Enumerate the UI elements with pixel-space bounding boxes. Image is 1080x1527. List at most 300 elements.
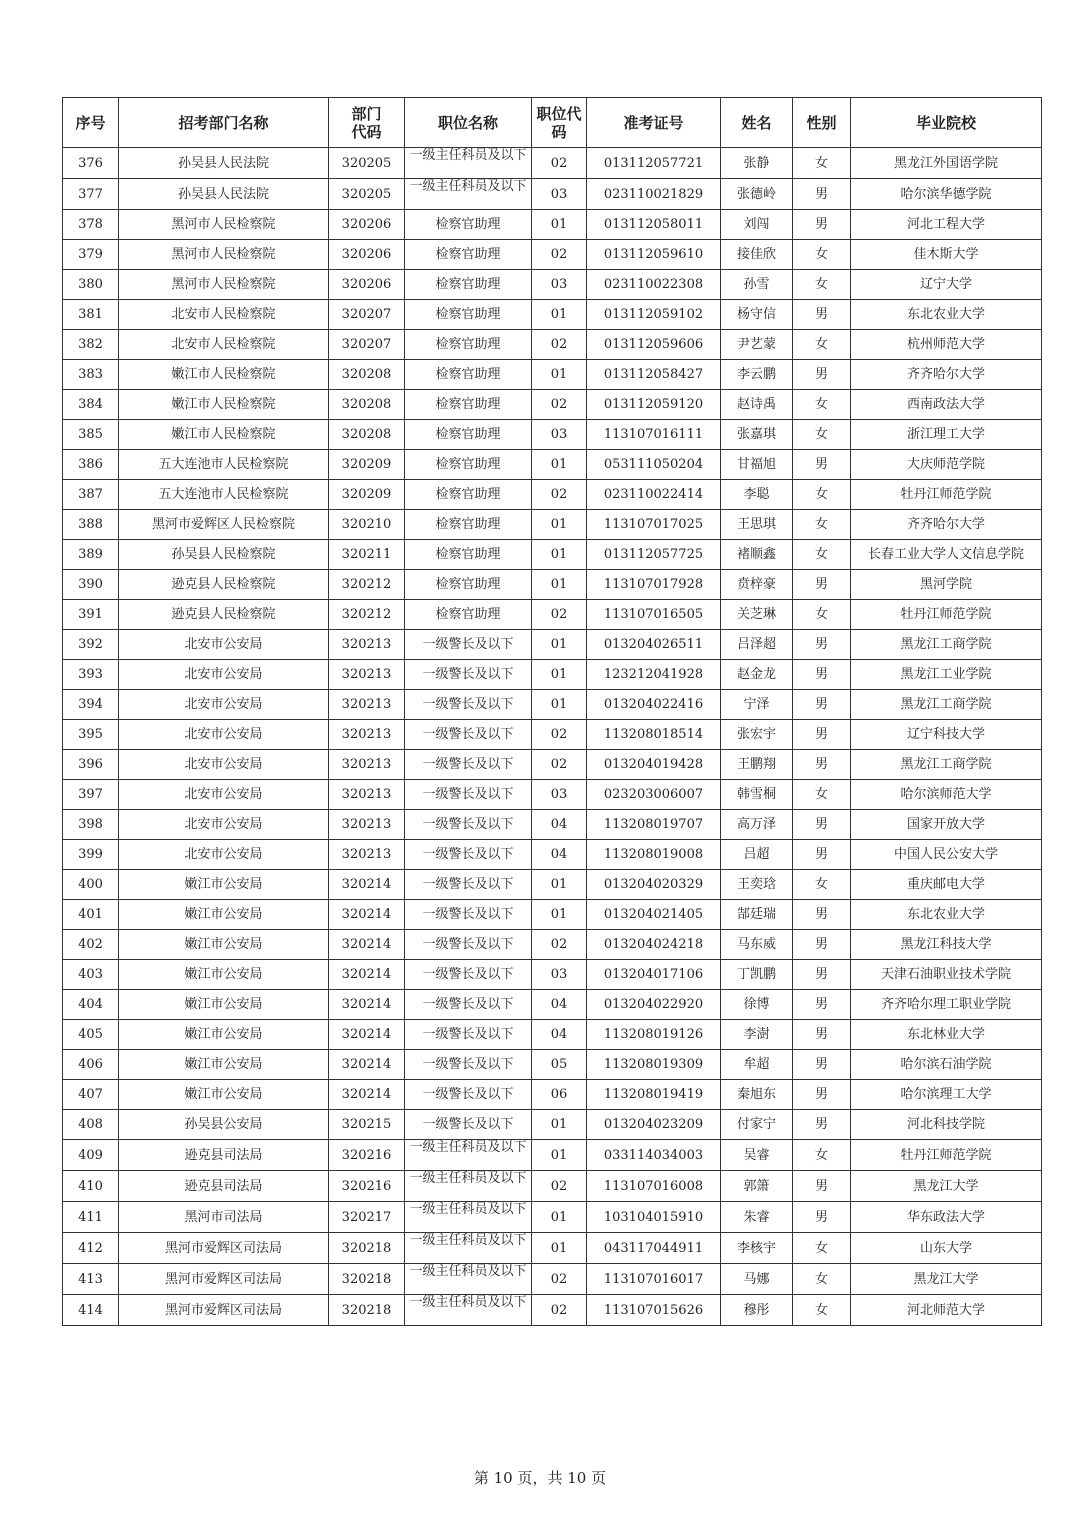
exam-ticket-number: 113208019309 xyxy=(587,1050,721,1080)
exam-ticket-number: 013204022920 xyxy=(587,990,721,1020)
candidate-name: 吕泽超 xyxy=(721,630,793,660)
gender: 男 xyxy=(793,300,851,330)
gender: 男 xyxy=(793,750,851,780)
gender: 男 xyxy=(793,1171,851,1202)
position-name: 一级主任科员及以下 xyxy=(405,1264,532,1295)
header-cell: 毕业院校 xyxy=(851,98,1042,148)
position-code: 01 xyxy=(532,570,587,600)
position-name: 检察官助理 xyxy=(405,420,532,450)
position-name: 一级警长及以下 xyxy=(405,780,532,810)
table-body xyxy=(63,148,1042,1326)
header-cell: 序号 xyxy=(63,98,119,148)
candidate-name: 吴睿 xyxy=(721,1140,793,1171)
table-row xyxy=(63,360,1042,390)
department-code: 320213 xyxy=(329,810,405,840)
position-code: 01 xyxy=(532,1233,587,1264)
department-code: 320214 xyxy=(329,1050,405,1080)
table-row xyxy=(63,1080,1042,1110)
gender: 男 xyxy=(793,1110,851,1140)
position-code: 04 xyxy=(532,1020,587,1050)
candidate-name: 高万泽 xyxy=(721,810,793,840)
position-code: 02 xyxy=(532,1295,587,1326)
position-code: 04 xyxy=(532,990,587,1020)
department-name: 黑河市司法局 xyxy=(119,1202,329,1233)
graduate-school: 东北林业大学 xyxy=(851,1020,1042,1050)
position-code: 01 xyxy=(532,450,587,480)
position-name: 一级警长及以下 xyxy=(405,1110,532,1140)
position-name: 检察官助理 xyxy=(405,210,532,240)
department-name: 逊克县司法局 xyxy=(119,1140,329,1171)
candidate-name: 孙雪 xyxy=(721,270,793,300)
position-name: 检察官助理 xyxy=(405,450,532,480)
candidate-name: 宁泽 xyxy=(721,690,793,720)
gender: 男 xyxy=(793,990,851,1020)
table-row xyxy=(63,1050,1042,1080)
position-code: 02 xyxy=(532,720,587,750)
position-code: 01 xyxy=(532,210,587,240)
row-number: 414 xyxy=(63,1295,119,1326)
graduate-school: 牡丹江师范学院 xyxy=(851,600,1042,630)
table-row xyxy=(63,1202,1042,1233)
table-row xyxy=(63,270,1042,300)
graduate-school: 齐齐哈尔大学 xyxy=(851,360,1042,390)
table-row xyxy=(63,630,1042,660)
candidate-name: 李云鹏 xyxy=(721,360,793,390)
position-name: 一级主任科员及以下 xyxy=(405,179,532,210)
gender: 女 xyxy=(793,1295,851,1326)
position-code: 02 xyxy=(532,1171,587,1202)
candidate-name: 牟超 xyxy=(721,1050,793,1080)
row-number: 413 xyxy=(63,1264,119,1295)
department-code: 320207 xyxy=(329,330,405,360)
table-row xyxy=(63,179,1042,210)
department-code: 320212 xyxy=(329,570,405,600)
exam-ticket-number: 123212041928 xyxy=(587,660,721,690)
department-code: 320214 xyxy=(329,990,405,1020)
department-code: 320213 xyxy=(329,630,405,660)
graduate-school: 黑龙江工商学院 xyxy=(851,630,1042,660)
exam-ticket-number: 113107017928 xyxy=(587,570,721,600)
position-code: 02 xyxy=(532,330,587,360)
row-number: 388 xyxy=(63,510,119,540)
candidate-name: 甘福旭 xyxy=(721,450,793,480)
position-name: 检察官助理 xyxy=(405,480,532,510)
position-code: 04 xyxy=(532,840,587,870)
graduate-school: 哈尔滨石油学院 xyxy=(851,1050,1042,1080)
position-name: 检察官助理 xyxy=(405,540,532,570)
department-name: 北安市人民检察院 xyxy=(119,330,329,360)
table-row xyxy=(63,1264,1042,1295)
department-name: 黑河市人民检察院 xyxy=(119,240,329,270)
department-code: 320215 xyxy=(329,1110,405,1140)
department-code: 320213 xyxy=(329,780,405,810)
exam-ticket-number: 113208018514 xyxy=(587,720,721,750)
row-number: 391 xyxy=(63,600,119,630)
exam-ticket-number: 053111050204 xyxy=(587,450,721,480)
gender: 男 xyxy=(793,360,851,390)
row-number: 402 xyxy=(63,930,119,960)
gender: 男 xyxy=(793,1202,851,1233)
gender: 男 xyxy=(793,810,851,840)
position-name: 一级警长及以下 xyxy=(405,870,532,900)
row-number: 411 xyxy=(63,1202,119,1233)
exam-ticket-number: 013112059102 xyxy=(587,300,721,330)
row-number: 376 xyxy=(63,148,119,179)
table-row xyxy=(63,420,1042,450)
position-code: 01 xyxy=(532,1110,587,1140)
candidate-name: 马东威 xyxy=(721,930,793,960)
department-name: 北安市公安局 xyxy=(119,840,329,870)
row-number: 409 xyxy=(63,1140,119,1171)
graduate-school: 长春工业大学人文信息学院 xyxy=(851,540,1042,570)
department-name: 北安市公安局 xyxy=(119,720,329,750)
gender: 女 xyxy=(793,1264,851,1295)
position-code: 01 xyxy=(532,690,587,720)
candidate-name: 李聪 xyxy=(721,480,793,510)
table-row xyxy=(63,1171,1042,1202)
exam-ticket-number: 103104015910 xyxy=(587,1202,721,1233)
gender: 女 xyxy=(793,240,851,270)
department-code: 320214 xyxy=(329,930,405,960)
row-number: 393 xyxy=(63,660,119,690)
gender: 女 xyxy=(793,390,851,420)
position-name: 一级主任科员及以下 xyxy=(405,1295,532,1326)
candidate-name: 穆彤 xyxy=(721,1295,793,1326)
candidate-name: 尹艺蒙 xyxy=(721,330,793,360)
row-number: 397 xyxy=(63,780,119,810)
exam-ticket-number: 013112059120 xyxy=(587,390,721,420)
candidate-name: 秦旭东 xyxy=(721,1080,793,1110)
candidate-name: 张德岭 xyxy=(721,179,793,210)
department-code: 320208 xyxy=(329,390,405,420)
row-number: 406 xyxy=(63,1050,119,1080)
gender: 男 xyxy=(793,690,851,720)
gender: 男 xyxy=(793,1050,851,1080)
graduate-school: 天津石油职业技术学院 xyxy=(851,960,1042,990)
candidate-name: 徐博 xyxy=(721,990,793,1020)
row-number: 394 xyxy=(63,690,119,720)
row-number: 384 xyxy=(63,390,119,420)
department-code: 320214 xyxy=(329,900,405,930)
table-row xyxy=(63,210,1042,240)
graduate-school: 山东大学 xyxy=(851,1233,1042,1264)
position-name: 一级警长及以下 xyxy=(405,960,532,990)
department-name: 嫩江市人民检察院 xyxy=(119,390,329,420)
gender: 男 xyxy=(793,450,851,480)
graduate-school: 华东政法大学 xyxy=(851,1202,1042,1233)
candidate-name: 贲梓豪 xyxy=(721,570,793,600)
department-name: 北安市公安局 xyxy=(119,630,329,660)
position-code: 02 xyxy=(532,1264,587,1295)
gender: 女 xyxy=(793,540,851,570)
position-name: 检察官助理 xyxy=(405,600,532,630)
department-code: 320213 xyxy=(329,690,405,720)
row-number: 395 xyxy=(63,720,119,750)
header-cell: 招考部门名称 xyxy=(119,98,329,148)
graduate-school: 黑龙江外国语学院 xyxy=(851,148,1042,179)
header-cell: 职位代码 xyxy=(532,98,587,148)
position-name: 一级警长及以下 xyxy=(405,1080,532,1110)
table-row xyxy=(63,1020,1042,1050)
exam-ticket-number: 013112058427 xyxy=(587,360,721,390)
candidate-name: 付家宁 xyxy=(721,1110,793,1140)
row-number: 403 xyxy=(63,960,119,990)
exam-ticket-number: 113208019707 xyxy=(587,810,721,840)
exam-ticket-number: 113107017025 xyxy=(587,510,721,540)
graduate-school: 牡丹江师范学院 xyxy=(851,1140,1042,1171)
gender: 男 xyxy=(793,1080,851,1110)
row-number: 378 xyxy=(63,210,119,240)
exam-ticket-number: 013204024218 xyxy=(587,930,721,960)
exam-ticket-number: 013204017106 xyxy=(587,960,721,990)
row-number: 386 xyxy=(63,450,119,480)
gender: 男 xyxy=(793,1020,851,1050)
position-name: 检察官助理 xyxy=(405,240,532,270)
department-name: 五大连池市人民检察院 xyxy=(119,450,329,480)
candidate-name: 李澍 xyxy=(721,1020,793,1050)
position-code: 01 xyxy=(532,870,587,900)
department-code: 320206 xyxy=(329,270,405,300)
gender: 女 xyxy=(793,148,851,179)
row-number: 383 xyxy=(63,360,119,390)
gender: 男 xyxy=(793,630,851,660)
department-code: 320213 xyxy=(329,720,405,750)
position-code: 02 xyxy=(532,930,587,960)
row-number: 382 xyxy=(63,330,119,360)
candidate-name: 王鹏翔 xyxy=(721,750,793,780)
exam-ticket-number: 023110022308 xyxy=(587,270,721,300)
exam-ticket-number: 043117044911 xyxy=(587,1233,721,1264)
gender: 女 xyxy=(793,510,851,540)
graduate-school: 东北农业大学 xyxy=(851,900,1042,930)
position-code: 03 xyxy=(532,420,587,450)
position-name: 检察官助理 xyxy=(405,390,532,420)
row-number: 408 xyxy=(63,1110,119,1140)
position-code: 03 xyxy=(532,179,587,210)
position-name: 检察官助理 xyxy=(405,300,532,330)
graduate-school: 齐齐哈尔理工职业学院 xyxy=(851,990,1042,1020)
department-code: 320212 xyxy=(329,600,405,630)
position-code: 02 xyxy=(532,240,587,270)
table-row xyxy=(63,780,1042,810)
graduate-school: 中国人民公安大学 xyxy=(851,840,1042,870)
table-row xyxy=(63,810,1042,840)
graduate-school: 辽宁科技大学 xyxy=(851,720,1042,750)
position-code: 01 xyxy=(532,660,587,690)
position-code: 01 xyxy=(532,1140,587,1171)
exam-ticket-number: 113107015626 xyxy=(587,1295,721,1326)
position-code: 03 xyxy=(532,270,587,300)
department-code: 320216 xyxy=(329,1171,405,1202)
department-code: 320214 xyxy=(329,1080,405,1110)
row-number: 400 xyxy=(63,870,119,900)
candidate-name: 郜廷瑞 xyxy=(721,900,793,930)
position-name: 一级警长及以下 xyxy=(405,1020,532,1050)
table-row xyxy=(63,900,1042,930)
graduate-school: 黑龙江科技大学 xyxy=(851,930,1042,960)
row-number: 392 xyxy=(63,630,119,660)
header-cell: 部门代码 xyxy=(329,98,405,148)
department-code: 320206 xyxy=(329,210,405,240)
department-code: 320209 xyxy=(329,480,405,510)
graduate-school: 河北工程大学 xyxy=(851,210,1042,240)
graduate-school: 重庆邮电大学 xyxy=(851,870,1042,900)
row-number: 401 xyxy=(63,900,119,930)
department-code: 320208 xyxy=(329,420,405,450)
graduate-school: 哈尔滨理工大学 xyxy=(851,1080,1042,1110)
department-code: 320213 xyxy=(329,660,405,690)
department-name: 嫩江市公安局 xyxy=(119,990,329,1020)
gender: 男 xyxy=(793,900,851,930)
department-name: 逊克县司法局 xyxy=(119,1171,329,1202)
position-code: 02 xyxy=(532,390,587,420)
department-code: 320216 xyxy=(329,1140,405,1171)
department-code: 320214 xyxy=(329,960,405,990)
header-cell: 职位名称 xyxy=(405,98,532,148)
exam-ticket-number: 113107016008 xyxy=(587,1171,721,1202)
exam-ticket-number: 013204023209 xyxy=(587,1110,721,1140)
candidate-name: 关芝琳 xyxy=(721,600,793,630)
graduate-school: 齐齐哈尔大学 xyxy=(851,510,1042,540)
position-code: 02 xyxy=(532,148,587,179)
position-name: 检察官助理 xyxy=(405,510,532,540)
exam-ticket-number: 013112057725 xyxy=(587,540,721,570)
position-code: 04 xyxy=(532,810,587,840)
department-code: 320205 xyxy=(329,179,405,210)
gender: 男 xyxy=(793,960,851,990)
graduate-school: 国家开放大学 xyxy=(851,810,1042,840)
table-row xyxy=(63,540,1042,570)
row-number: 410 xyxy=(63,1171,119,1202)
department-name: 嫩江市公安局 xyxy=(119,1080,329,1110)
department-code: 320209 xyxy=(329,450,405,480)
position-name: 一级警长及以下 xyxy=(405,750,532,780)
position-code: 05 xyxy=(532,1050,587,1080)
department-name: 孙吴县公安局 xyxy=(119,1110,329,1140)
position-name: 一级警长及以下 xyxy=(405,900,532,930)
gender: 男 xyxy=(793,840,851,870)
department-code: 320205 xyxy=(329,148,405,179)
department-code: 320214 xyxy=(329,870,405,900)
department-name: 五大连池市人民检察院 xyxy=(119,480,329,510)
exam-ticket-number: 013204019428 xyxy=(587,750,721,780)
department-code: 320208 xyxy=(329,360,405,390)
table-row xyxy=(63,870,1042,900)
row-number: 398 xyxy=(63,810,119,840)
position-name: 一级警长及以下 xyxy=(405,630,532,660)
gender: 女 xyxy=(793,480,851,510)
position-code: 03 xyxy=(532,780,587,810)
position-name: 一级警长及以下 xyxy=(405,690,532,720)
candidate-name: 郭箫 xyxy=(721,1171,793,1202)
graduate-school: 辽宁大学 xyxy=(851,270,1042,300)
row-number: 412 xyxy=(63,1233,119,1264)
table-row xyxy=(63,1140,1042,1171)
graduate-school: 黑龙江工业学院 xyxy=(851,660,1042,690)
department-code: 320213 xyxy=(329,750,405,780)
position-name: 检察官助理 xyxy=(405,270,532,300)
exam-ticket-number: 113107016111 xyxy=(587,420,721,450)
position-code: 03 xyxy=(532,960,587,990)
position-code: 01 xyxy=(532,540,587,570)
position-name: 检察官助理 xyxy=(405,330,532,360)
gender: 男 xyxy=(793,660,851,690)
exam-ticket-number: 013204021405 xyxy=(587,900,721,930)
gender: 男 xyxy=(793,179,851,210)
position-name: 一级警长及以下 xyxy=(405,810,532,840)
position-name: 一级警长及以下 xyxy=(405,1050,532,1080)
position-code: 01 xyxy=(532,630,587,660)
department-code: 320206 xyxy=(329,240,405,270)
exam-ticket-number: 033114034003 xyxy=(587,1140,721,1171)
department-name: 北安市公安局 xyxy=(119,810,329,840)
table-row xyxy=(63,930,1042,960)
position-name: 一级主任科员及以下 xyxy=(405,1233,532,1264)
position-name: 一级警长及以下 xyxy=(405,930,532,960)
candidate-name: 马娜 xyxy=(721,1264,793,1295)
department-name: 嫩江市公安局 xyxy=(119,900,329,930)
department-name: 北安市人民检察院 xyxy=(119,300,329,330)
exam-ticket-number: 113107016505 xyxy=(587,600,721,630)
row-number: 380 xyxy=(63,270,119,300)
table-row xyxy=(63,148,1042,179)
header-cell: 性别 xyxy=(793,98,851,148)
gender: 女 xyxy=(793,780,851,810)
position-name: 检察官助理 xyxy=(405,570,532,600)
department-name: 嫩江市人民检察院 xyxy=(119,360,329,390)
table-row xyxy=(63,1233,1042,1264)
graduate-school: 河北师范大学 xyxy=(851,1295,1042,1326)
department-name: 孙吴县人民法院 xyxy=(119,179,329,210)
exam-ticket-number: 013112057721 xyxy=(587,148,721,179)
department-name: 逊克县人民检察院 xyxy=(119,570,329,600)
row-number: 381 xyxy=(63,300,119,330)
department-code: 320217 xyxy=(329,1202,405,1233)
gender: 女 xyxy=(793,1233,851,1264)
candidate-name: 张静 xyxy=(721,148,793,179)
exam-ticket-number: 023110021829 xyxy=(587,179,721,210)
department-code: 320207 xyxy=(329,300,405,330)
exam-ticket-number: 013204022416 xyxy=(587,690,721,720)
candidate-name: 吕超 xyxy=(721,840,793,870)
department-name: 黑河市爱辉区司法局 xyxy=(119,1233,329,1264)
position-name: 一级主任科员及以下 xyxy=(405,1140,532,1171)
graduate-school: 杭州师范大学 xyxy=(851,330,1042,360)
table-header-row xyxy=(63,98,1042,148)
exam-ticket-number: 023203006007 xyxy=(587,780,721,810)
position-code: 01 xyxy=(532,900,587,930)
candidate-name: 丁凯鹏 xyxy=(721,960,793,990)
row-number: 404 xyxy=(63,990,119,1020)
department-name: 黑河市爱辉区司法局 xyxy=(119,1295,329,1326)
row-number: 390 xyxy=(63,570,119,600)
table-row xyxy=(63,990,1042,1020)
exam-ticket-number: 013112059606 xyxy=(587,330,721,360)
table-row xyxy=(63,1295,1042,1326)
exam-ticket-number: 013112058011 xyxy=(587,210,721,240)
position-code: 02 xyxy=(532,750,587,780)
gender: 男 xyxy=(793,210,851,240)
department-name: 嫩江市公安局 xyxy=(119,1020,329,1050)
department-name: 黑河市人民检察院 xyxy=(119,270,329,300)
table-row xyxy=(63,570,1042,600)
row-number: 385 xyxy=(63,420,119,450)
exam-ticket-number: 113208019126 xyxy=(587,1020,721,1050)
department-name: 黑河市爱辉区司法局 xyxy=(119,1264,329,1295)
position-code: 01 xyxy=(532,300,587,330)
candidate-name: 赵金龙 xyxy=(721,660,793,690)
row-number: 389 xyxy=(63,540,119,570)
